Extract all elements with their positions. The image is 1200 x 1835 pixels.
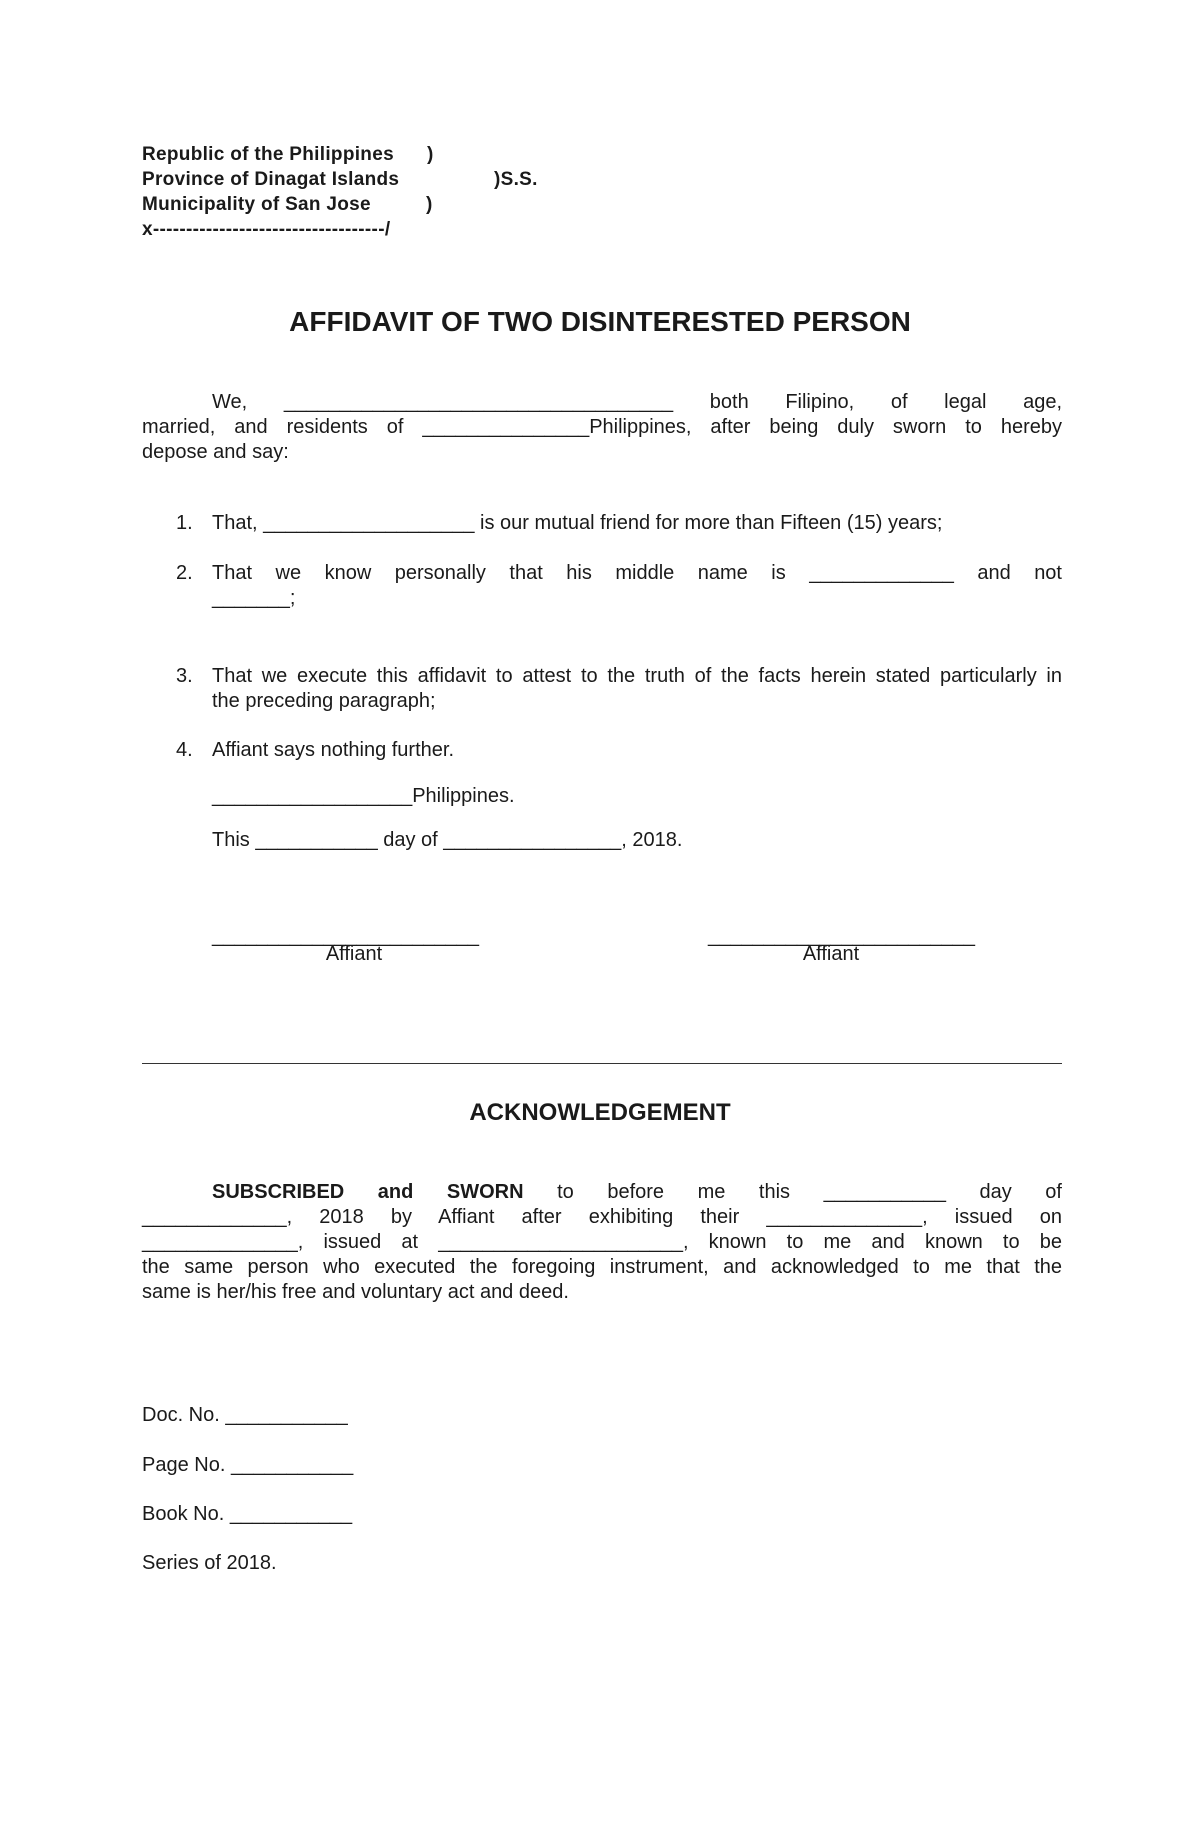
- item-text: That we know personally that his middle name is _____________ and not: [212, 562, 1062, 584]
- acknowledgement-paragraph: [142, 1180, 1062, 1305]
- item-number: 4.: [176, 739, 193, 761]
- series-year: Series of 2018.: [142, 1552, 277, 1574]
- intro-paragraph: [142, 390, 1062, 465]
- ack-line: _____________, 2018 by Affiant after exhibiting their ______________, issued on: [142, 1206, 1062, 1228]
- doc-number: Doc. No. ___________: [142, 1404, 348, 1426]
- ack-bold: SUBSCRIBED: [212, 1181, 345, 1203]
- ack-line: the same person who executed the foregoing instrument, and acknowledged to me that the: [142, 1256, 1062, 1278]
- ack-bold: and: [377, 1181, 414, 1203]
- item-text: Affiant says nothing further.: [212, 739, 455, 761]
- item-text: _______;: [212, 587, 296, 609]
- venue-paren: ): [426, 194, 433, 215]
- date-line: This ___________ day of ________________, 2018.: [212, 829, 683, 851]
- acknowledgement-title: ACKNOWLEDGEMENT: [469, 1099, 731, 1126]
- ack-line: ______________, issued at ______________________, known to me and known to be: [142, 1231, 1062, 1253]
- item-text: That, ___________________ is our mutual friend for more than Fifteen (15) years;: [212, 512, 943, 534]
- venue-province: Province of Dinagat Islands: [142, 169, 400, 190]
- affiant-label: Affiant: [802, 943, 860, 965]
- intro-line: We, ___________________________________ both Filipino, of legal age,: [212, 391, 1062, 413]
- item-number: 1.: [176, 512, 193, 534]
- venue-paren: ): [427, 144, 434, 165]
- venue-republic: Republic of the Philippines: [142, 144, 394, 165]
- intro-line: depose and say:: [142, 441, 289, 463]
- item-text: the preceding paragraph;: [212, 690, 436, 712]
- venue-dashes: x-----------------------------------/: [142, 219, 391, 240]
- page-number: Page No. ___________: [142, 1454, 354, 1476]
- intro-line: married, and residents of _______________Philippines, after being duly sworn to hereby: [142, 416, 1062, 438]
- affiant-label: Affiant: [325, 943, 383, 965]
- affiant-signature-line: ________________________: [212, 925, 479, 947]
- venue-ss: )S.S.: [494, 169, 538, 190]
- ack-line: to before me this ___________ day of: [557, 1181, 1062, 1203]
- section-divider: [142, 1063, 1062, 1064]
- affiant-signature-line: ________________________: [708, 925, 975, 947]
- item-text: That we execute this affidavit to attest to the truth of the facts herein stated particularly in: [212, 665, 1062, 687]
- book-number: Book No. ___________: [142, 1503, 353, 1525]
- ack-line: same is her/his free and voluntary act and deed.: [142, 1281, 569, 1303]
- item-number: 2.: [176, 562, 193, 584]
- ack-bold: SWORN: [446, 1181, 524, 1203]
- place-line: __________________Philippines.: [212, 785, 515, 807]
- venue-block: [142, 142, 538, 242]
- item-number: 3.: [176, 665, 193, 687]
- document-title: AFFIDAVIT OF TWO DISINTERESTED PERSON: [289, 306, 911, 337]
- venue-municipality: Municipality of San Jose: [142, 194, 371, 215]
